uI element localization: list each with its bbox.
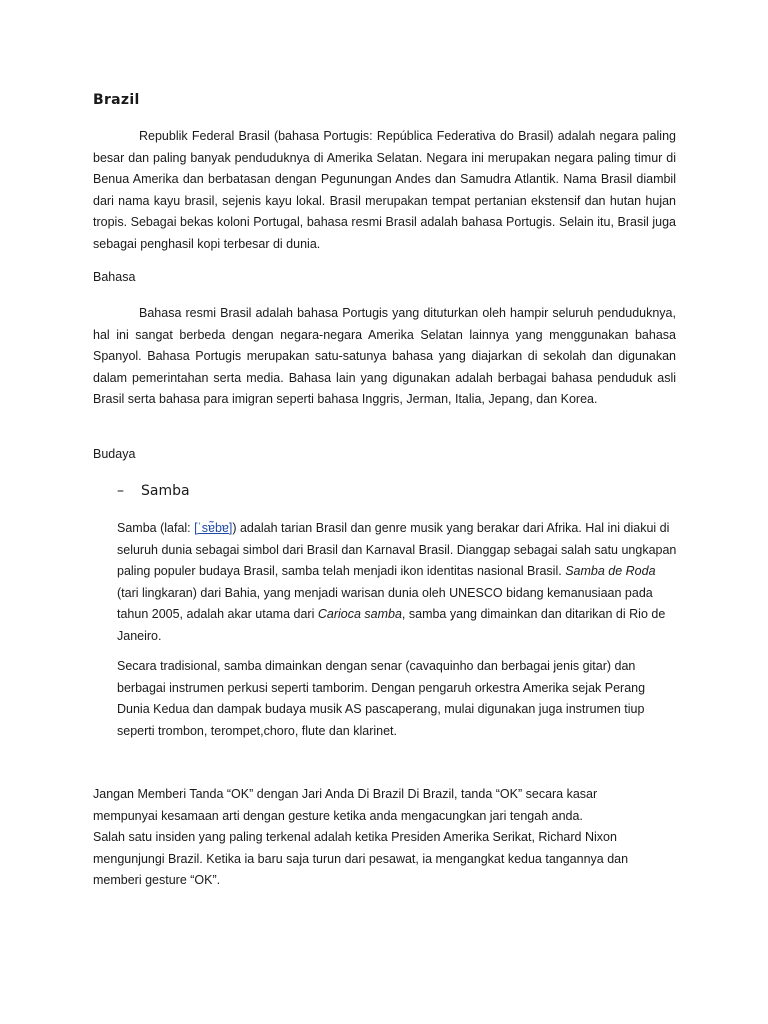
- samba-p1-text-a: Samba (lafal:: [117, 521, 195, 535]
- samba-p1-text-d: , samba yang dimainkan dan ditarikan di Rio de Janeiro.: [117, 607, 666, 643]
- samba-bullet-label: Samba: [141, 483, 190, 499]
- bullet-dash: –: [117, 483, 124, 499]
- samba-paragraph-1: [117, 518, 677, 647]
- budaya-heading: Budaya: [93, 447, 136, 461]
- intro-paragraph: Republik Federal Brasil (bahasa Portugis: República Federativa do Brasil) adalah negara paling besar dan paling banyak penduduknya di Amerika Selatan. Negara ini merupakan negara paling timur di Benua Amerika dan berbatasan dengan Pegunungan Andes dan Samudra Atlantik. Nama Brasil diambil dari nama kayu brasil, sejenis kayu lokal. Brasil merupakan tempat pertanian ekstensif dan hutan hujan tropis. Sebagai bekas koloni Portugal, bahasa resmi Brasil adalah bahasa Portugis. Selain itu, Brasil juga sebagai penghasil kopi terbesar di dunia.: [93, 129, 676, 251]
- bahasa-heading: Bahasa: [93, 270, 136, 284]
- document-title: Brazil: [93, 92, 140, 108]
- bahasa-paragraph: Bahasa resmi Brasil adalah bahasa Portugis yang dituturkan oleh hampir seluruh penduduknya, hal ini sangat berbeda dengan negara-negara Amerika Selatan lainnya yang menggunakan bahasa Spanyol. Bahasa Portugis merupakan satu-satunya bahasa yang diajarkan di sekolah dan digunakan dalam pemerintahan serta media. Bahasa lain yang digunakan adalah berbagai bahasa penduduk asli Brasil serta bahasa para imigran seperti bahasa Inggris, Jerman, Italia, Jepang, dan Korea.: [93, 306, 676, 406]
- samba-de-roda-term: Samba de Roda: [565, 564, 656, 578]
- ok-gesture-section: [93, 784, 653, 892]
- ok-gesture-line-2: Salah satu insiden yang paling terkenal adalah ketika Presiden Amerika Serikat, Richard Nixon mengunjungi Brazil. Ketika ia baru saja turun dari pesawat, ia mengangkat kedua tangannya dan memberi gesture “OK”.: [93, 830, 629, 887]
- carioca-samba-term: Carioca samba: [317, 607, 402, 621]
- samba-bullet: [117, 483, 190, 499]
- samba-p1-text-b: ) adalah tarian Brasil dan genre musik yang berakar dari Afrika. Hal ini diakui di seluruh dunia sebagai simbol dari Brasil dan Karnaval Brasil. Dianggap sebagai salah satu ungkapan paling populer budaya Brasil, samba telah menjadi ikon identitas nasional Brasil.: [117, 521, 677, 578]
- ipa-link[interactable]: [ˈsɐ̃bɐ]: [194, 521, 233, 535]
- samba-p1-text-c: (tari lingkaran) dari Bahia, yang menjadi warisan dunia oleh UNESCO bidang kemanusiaan pada tahun 2005, adalah akar utama dari: [117, 585, 653, 621]
- samba-paragraph-2: Secara tradisional, samba dimainkan dengan senar (cavaquinho dan berbagai jenis gitar) dan berbagai instrumen perkusi seperti tamborim. Dengan pengaruh orkestra Amerika sejak Perang Dunia Kedua dan dampak budaya musik AS pascaperang, mulai digunakan juga instrumen tiup seperti trombon, terompet,choro, flute dan klarinet.: [117, 659, 646, 738]
- ok-gesture-line-1: Jangan Memberi Tanda “OK” dengan Jari Anda Di Brazil Di Brazil, tanda “OK” secara kasar mempunyai kesamaan arti dengan gesture ketika anda mengacungkan jari tengah anda.: [93, 787, 598, 823]
